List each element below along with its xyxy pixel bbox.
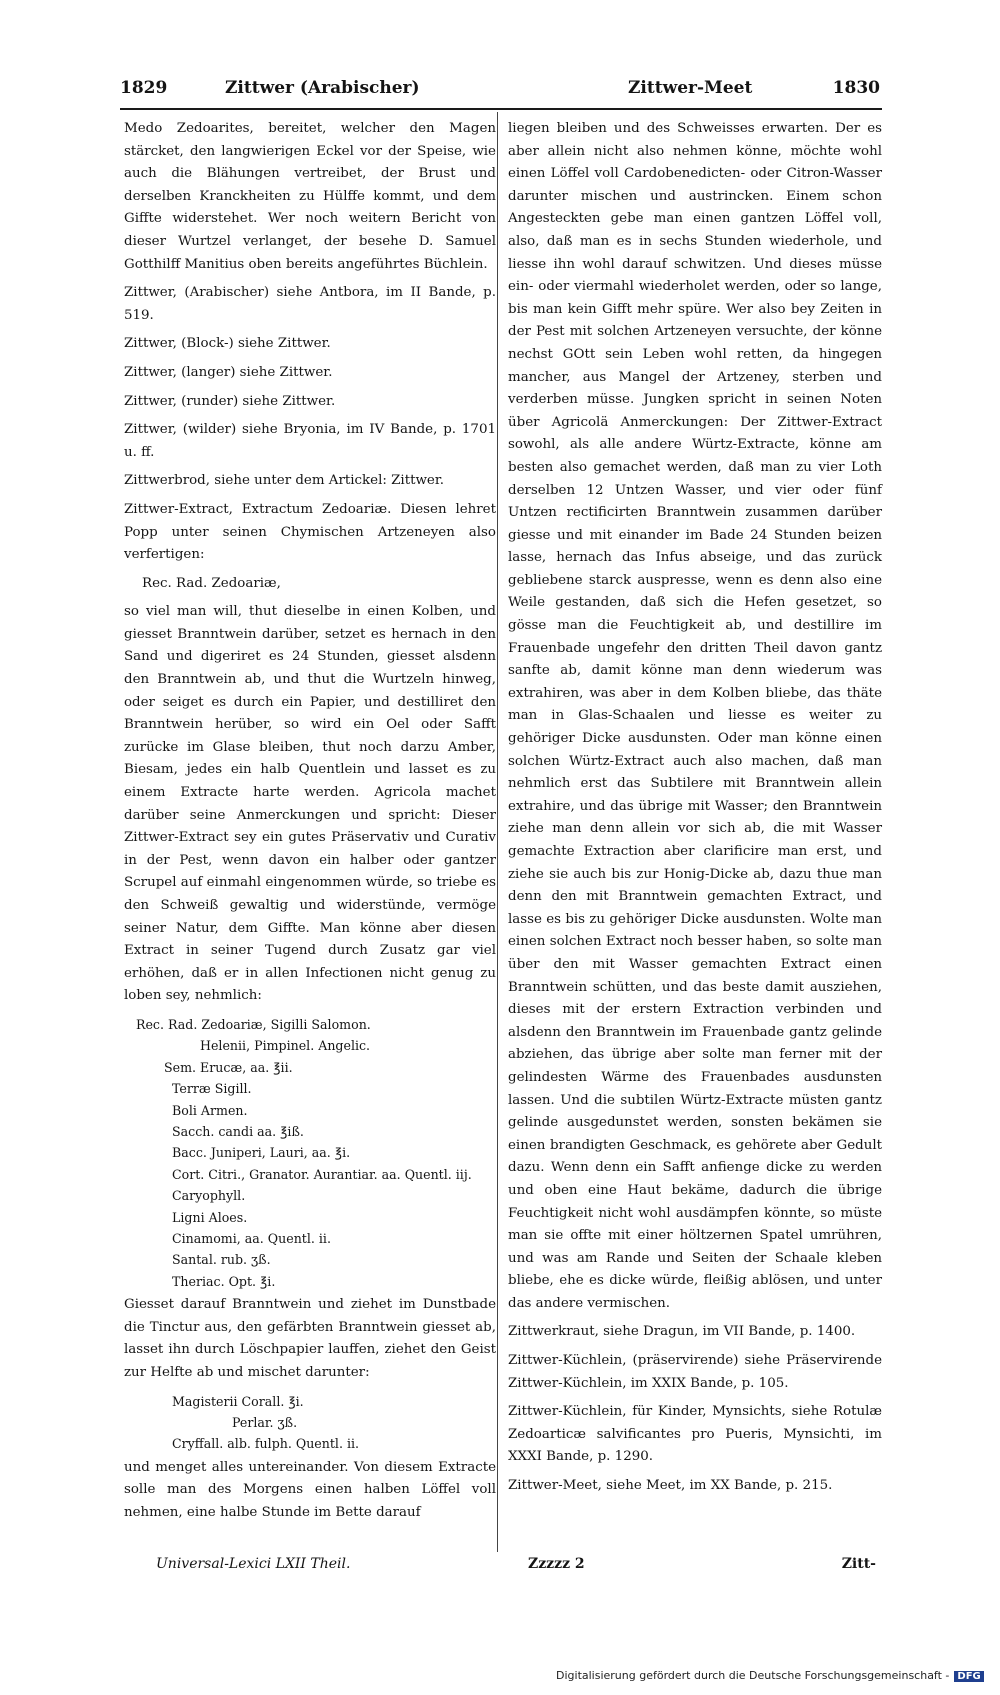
recipe-line: Rec. Rad. Zedoariæ, [142, 575, 281, 591]
recipe-item: Theriac. Opt. ℥i. [172, 1273, 276, 1289]
paragraph: Giesset darauf Branntwein und ziehet im Dunstbade die Tinctur aus, den gefärbten Branntwein giesset ab, lasset ihn durch Löschpapier lauffen, ziehet den Geist zur Helfte ab und mischet darunter: [124, 1297, 496, 1381]
page-number-left: 1829 [120, 78, 168, 98]
recipe-item: Rec. Rad. Zedoariæ, Sigilli Salomon. [136, 1016, 371, 1032]
paragraph: so viel man will, thut dieselbe in einen Kolben, und giesset Branntwein darüber, setzet es hernach in den Sand und digeriret es 24 Stunden, giesset alsdenn den Branntwein ab, und thut die Wurtzeln hinweg, oder seiget es durch ein Papier, und destilliret den Branntwein herüber, so wird ein Oel oder Safft zurücke im Glase bleiben, thut noch darzu Amber, Biesam, jedes ein halb Quentlein und lasset es zu einem Extracte harte werden. Agricola machet darüber seine Anmerckungen und spricht: Dieser Zittwer-Extract sey ein gutes Präservativ und Curativ in der Pest, wenn davon ein halber oder gantzer Scrupel auf einmahl eingenommen würde, so triebe es den Schweiß gewaltig und widerstünde, vermöge seiner Natur, dem Giffte. Man könne aber diesen Extract in seiner Tugend durch Zusatz gar viel erhöhen, daß er in allen Infectionen nicht genug zu loben sey, nehmlich: [124, 604, 496, 1004]
recipe-list [136, 1014, 496, 1292]
entry-zittwer-extract: Zittwer-Extract, Extractum Zedoariæ. Diesen lehret Popp unter seinen Chymischen Artzeneyen also verfertigen: [124, 501, 496, 563]
footer-volume-title: Universal-Lexici LXII Theil. [156, 1556, 351, 1572]
recipe-item: Caryophyll. [172, 1188, 246, 1204]
entry-zittwer-meet: Zittwer-Meet, siehe Meet, im XX Bande, p. 215. [508, 1478, 833, 1494]
running-title-left: Zittwer (Arabischer) [225, 78, 420, 98]
paragraph: liegen bleiben und des Schweisses erwarten. Der es aber allein nicht also nehmen könne, möchte wohl einen Löffel voll Cardobenedicten- oder Citron-Wasser darunter mischen und austrincken. Einem schon Angesteckten gebe man einen gantzen Löffel voll, also, daß man es in sechs Stunden wiederhole, und liesse ihn wohl darauf schwitzen. Und dieses müsse ein- oder viermahl wiederholet werden, oder so lange, bis man kein Gifft mehr spüre. Wer also bey Zeiten in der Pest mit solchen Artzeneyen versuchte, der könne nechst GOtt sein Leben wohl retten, da hingegen mancher, aus Mangel der Artzeney, sterben und verderben müsse. Jungken spricht in seinen Noten über Agricolä Anmerckungen: Der Zittwer-Extract sowohl, als alle andere Würtz-Extracte, könne am besten also gemachet werden, daß man zu vier Loth derselben 12 Untzen Wasser, und vier oder fünf Untzen rectificirten Branntwein zusammen darüber giesse und mit einander im Bade 24 Stunden beizen lasse, hernach das Infus abseige, und das zurück gebliebene starck auspresse, wenn es denn also eine Weile gestanden, daß sich die Hefen gesetzet, so gösse man die Feuchtigkeit ab, und destillire im Frauenbade ungefehr den dritten Theil davon gantz sanfte ab, damit könne man denn wiederum was extrahiren, was aber in dem Kolben bliebe, das thäte man in Glas-Schaalen und liesse es weiter zu gehöriger Dicke ausdunsten. Oder man könne einen solchen Würtz-Extract auch also machen, daß man nehmlich erst das Subtilere mit Branntwein allein extrahire, und das übrige mit Wasser; den Branntwein ziehe man denn allein vor sich ab, die mit Wasser gemachte Extraction aber clarificire man erst, und ziehe sie auch bis zur Honig-Dicke ab, dazu thue man denn den mit Branntwein gemachten Extract, und lasse es bis zu gehöriger Dicke ausdunsten. Wolte man einen solchen Extract noch besser haben, so solte man über den mit Wasser gemachten Extract einen Branntwein schütten, und das beste damit ausziehen, dieses mit der erstern Extraction verbinden und alsdenn den Branntwein im Frauenbade gantz gelinde abziehen, das übrige aber solte man ferner mit der gelindesten Wärme des Frauenbades ausdunsten lassen. Und die subtilen Würtz-Extracte müsten gantz gelinde ausgedunstet werden, sonsten bekämen sie einen brandigten Geschmack, es gehörete aber Gedult dazu. Wenn denn ein Safft anfienge dicke zu werden und oben eine Haut bekäme, dadurch die übrige Feuchtigkeit nicht wohl ausdämpfen könnte, so müste man sie offte mit einer höltzernen Spatel umrühren, und was am Rande und Seiten der Schaale kleben bliebe, ehe es dicke würde, fleißig ablösen, und unter das andere vermischen. [508, 121, 882, 1311]
recipe-item: Cryffall. alb. fulph. Quentl. ii. [172, 1436, 360, 1452]
right-column [508, 118, 882, 1504]
recipe-item: Helenii, Pimpinel. Angelic. [200, 1038, 371, 1054]
page-number-right: 1830 [832, 78, 880, 98]
recipe-item: Terræ Sigill. [172, 1081, 252, 1097]
printer-signature: Zzzzz 2 [528, 1556, 585, 1572]
left-column [124, 118, 496, 1531]
column-divider [497, 112, 498, 1552]
entry-arabischer: Zittwer, (Arabischer) siehe Antbora, im II Bande, p. 519. [124, 285, 496, 323]
recipe-item: Ligni Aloes. [172, 1209, 248, 1225]
entry-kuechlein-kinder: Zittwer-Küchlein, für Kinder, Mynsichts, siehe Rotulæ Zedoarticæ salvificantes pro Pueris, Mynsichti, im XXXI Bande, p. 1290. [508, 1404, 882, 1465]
recipe-item: Sacch. candi aa. ℥iß. [172, 1124, 304, 1139]
recipe-item: Magisterii Corall. ℥i. [172, 1393, 304, 1409]
entry-langer: Zittwer, (langer) siehe Zittwer. [124, 364, 333, 380]
entry-wilder: Zittwer, (wilder) siehe Bryonia, im IV Bande, p. 1701 u. ff. [124, 422, 496, 460]
recipe-item: Cort. Citri., Granator. Aurantiar. aa. Quentl. iij. [172, 1166, 472, 1182]
page-footer [124, 1556, 882, 1580]
entry-zittwerbrod: Zittwerbrod, siehe unter dem Artickel: Zittwer. [124, 473, 445, 489]
entry-zittwerkraut: Zittwerkraut, siehe Dragun, im VII Bande, p. 1400. [508, 1324, 856, 1340]
recipe-item: Cinamomi, aa. Quentl. ii. [172, 1231, 331, 1247]
recipe-item: Santal. rub. ʒß. [172, 1252, 271, 1268]
recipe-item: Boli Armen. [172, 1102, 248, 1118]
header-rule [120, 108, 882, 110]
paragraph: und menget alles untereinander. Von diesem Extracte solle man des Morgens einen halben Löffel voll nehmen, eine halbe Stunde im Bette darauf [124, 1459, 496, 1521]
paragraph: Medo Zedoarites, bereitet, welcher den Magen stärcket, den langwierigen Eckel vor der Speise, wie auch die Blähungen vertreibet, der Brust und derselben Kranckheiten zu Hülffe kommt, und dem Giffte widerstehet. Wer noch weitern Bericht von dieser Wurtzel verlanget, der besehe D. Samuel Gotthilff Manitius oben bereits angeführtes Büchlein. [124, 121, 496, 272]
running-header [120, 78, 880, 112]
running-title-right: Zittwer-Meet [628, 78, 753, 98]
dfg-logo: DFG [954, 1671, 983, 1682]
recipe-item: Sem. Erucæ, aa. ℥ii. [164, 1059, 293, 1075]
entry-runder: Zittwer, (runder) siehe Zittwer. [124, 393, 336, 409]
recipe-item: Bacc. Juniperi, Lauri, aa. ℥i. [172, 1145, 351, 1161]
digitization-credit [556, 1669, 984, 1682]
entry-block: Zittwer, (Block-) siehe Zittwer. [124, 336, 331, 352]
credit-text: Digitalisierung gefördert durch die Deutsche Forschungsgemeinschaft - [556, 1669, 950, 1682]
recipe-list [136, 1391, 496, 1455]
catchword: Zitt- [841, 1556, 876, 1572]
entry-kuechlein-praeservirende: Zittwer-Küchlein, (präservirende) siehe Präservirende Zittwer-Küchlein, im XXIX Bande, p. 105. [508, 1353, 882, 1391]
recipe-item: Perlar. ʒß. [232, 1415, 298, 1431]
